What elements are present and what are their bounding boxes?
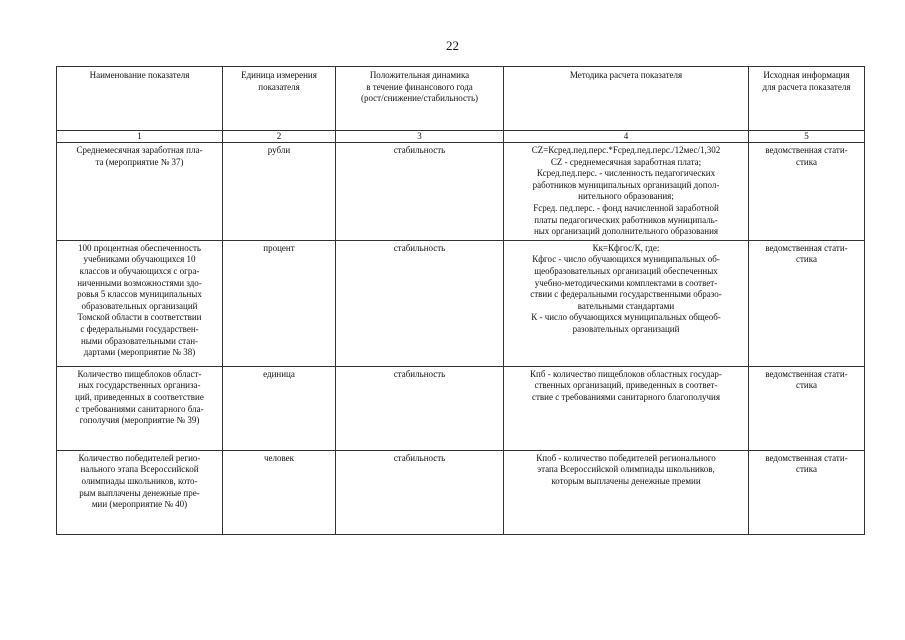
method-cell [504,450,749,534]
column-number: 4 [504,131,749,143]
cell-text-line: ствие с требованиями санитарного благополучия [531,391,721,402]
column-number: 1 [57,131,223,143]
cell-text-line: рым выплачены денежные пре- [79,487,200,498]
cell-text-line: Томской области в соответствии [77,312,202,323]
page-number: 22 [446,38,459,53]
dynamics-cell [336,240,504,366]
cell-text-line: классов и обучающихся с огра- [79,265,200,276]
cell-text-line: человек [263,452,295,463]
header-method [504,67,749,131]
header-indicator-name [57,67,223,131]
cell-text-line: с федеральными государствен- [80,323,199,334]
cell-text-line: ных государственных организа- [78,380,201,391]
indicator-name-cell [57,240,223,366]
cell-text-line: стика [796,380,817,391]
unit-cell [223,240,336,366]
cell-text-line: процент [263,242,295,253]
indicator-name-cell [57,366,223,450]
indicator-name-cell [57,143,223,241]
cell-text-line: рубли [267,145,291,155]
cell-text-line: вательными стандартами [577,300,675,311]
cell-text-line: образовательных организаций [81,300,198,311]
cell-text-line: Кк=Кфгос/К, где: [592,242,660,253]
cell-text-line: Кфгос - число обучающихся муниципальных об- [532,254,720,265]
cell-text-line: ственных организаций, приведенных в соответ- [534,380,718,391]
cell-text-line: ных организаций дополнительного образования [533,226,719,237]
cell-text-line: единица [263,368,295,379]
unit-cell [223,450,336,534]
cell-text-line: разовательных организаций [572,323,680,334]
header-row [57,67,865,131]
cell-text-line: ниченными возможностями здо- [77,277,202,288]
indicator-name-cell [57,450,223,534]
header-source [749,67,865,131]
source-cell [749,366,865,450]
cell-text-line: нительного образования; [578,191,674,202]
cell-text-line: щеобразовательных организаций обеспеченных [534,265,718,276]
cell-text-line: гополучия (мероприятие № 39) [79,415,200,426]
cell-text-line: Методика расчета показателя [569,70,683,80]
cell-text-line: ций, приведенных в соответствие [75,391,204,402]
cell-text-line: стика [796,464,817,475]
cell-text-line: Наименование показателя [89,70,190,80]
column-number: 5 [749,131,865,143]
cell-text-line: ными образовательными стан- [80,335,199,346]
method-cell [504,240,749,366]
header-dynamics [336,67,504,131]
cell-text-line: мии (мероприятие № 40) [91,499,188,510]
cell-text-line: стабильность [393,145,446,155]
cell-text-line: ведомственная стати- [765,145,848,155]
cell-text-line: та (мероприятие № 37) [95,156,184,167]
cell-text-line: ствии с федеральными государственными образо- [530,289,722,300]
cell-text-line: ведомственная стати- [765,242,848,253]
cell-text-line: дартами (мероприятие № 38) [83,347,196,358]
cell-text-line: учебно-методическими комплектами в соответ- [534,277,718,288]
cell-text-line: Кпб - количество пищеблоков областных государ- [530,368,722,379]
cell-text-line: Положительная динамика [369,70,470,80]
dynamics-cell [336,143,504,241]
cell-text-line: платы педагогических работников муниципаль- [534,214,718,225]
cell-text-line: для расчета показателя [762,81,851,92]
cell-text-line: Кпоб - количество победителей регионального [536,452,716,463]
unit-cell [223,143,336,241]
cell-text-line: этапа Всероссийской олимпиады школьников, [537,464,715,475]
cell-text-line: с требованиями санитарного бла- [75,403,204,414]
cell-text-line: К - число обучающихся муниципальных общеоб- [531,312,721,323]
cell-text-line: ровья 5 классов муниципальных [77,289,202,300]
cell-text-line: ведомственная стати- [765,368,848,379]
cell-text-line: Единица измерения [241,70,317,80]
cell-text-line: учебниками обучающихся 10 [83,254,196,265]
table-row [57,366,865,450]
cell-text-line: CZ - среднемесячная заработная плата; [550,156,702,167]
cell-text-line: Ксред.пед.перс. - численность педагогических [536,168,716,179]
column-number: 3 [336,131,504,143]
source-cell [749,240,865,366]
cell-text-line: Среднемесячная заработная пла- [76,145,203,155]
cell-text-line: стика [796,254,817,265]
cell-text-line: Исходная информация [763,70,850,80]
cell-text-line: 100 процентная обеспеченность [78,242,201,253]
cell-text-line: показателя [258,81,300,92]
cell-text-line: CZ=Ксред.пед.перс.*Fсред.пед.перс./12мес/1,302 [531,145,721,155]
cell-text-line: стика [796,156,817,167]
header-unit [223,67,336,131]
cell-text-line: в течение финансового года [366,81,473,92]
cell-text-line: нального этапа Всероссийской [80,464,199,475]
column-number: 2 [223,131,336,143]
cell-text-line: Количество пищеблоков област- [77,368,202,379]
column-number-row [57,131,865,143]
cell-text-line: стабильность [393,368,446,379]
method-cell [504,366,749,450]
unit-cell [223,366,336,450]
cell-text-line: (рост/снижение/стабильность) [360,93,479,104]
cell-text-line: Fсред. пед.перс. - фонд начисленной заработной [533,202,719,213]
table-row [57,240,865,366]
cell-text-line: стабильность [393,452,446,463]
source-cell [749,450,865,534]
cell-text-line: стабильность [393,242,446,253]
dynamics-cell [336,450,504,534]
cell-text-line: которым выплачены денежные премии [551,475,701,486]
cell-text-line: ведомственная стати- [765,452,848,463]
source-cell [749,143,865,241]
cell-text-line: олимпиады школьников, кото- [81,475,198,486]
table-row [57,143,865,241]
method-cell [504,143,749,241]
cell-text-line: работников муниципальных организаций допол- [532,179,720,190]
dynamics-cell [336,366,504,450]
table-row [57,450,865,534]
cell-text-line: Количество победителей регио- [78,452,201,463]
indicator-table [56,66,865,535]
